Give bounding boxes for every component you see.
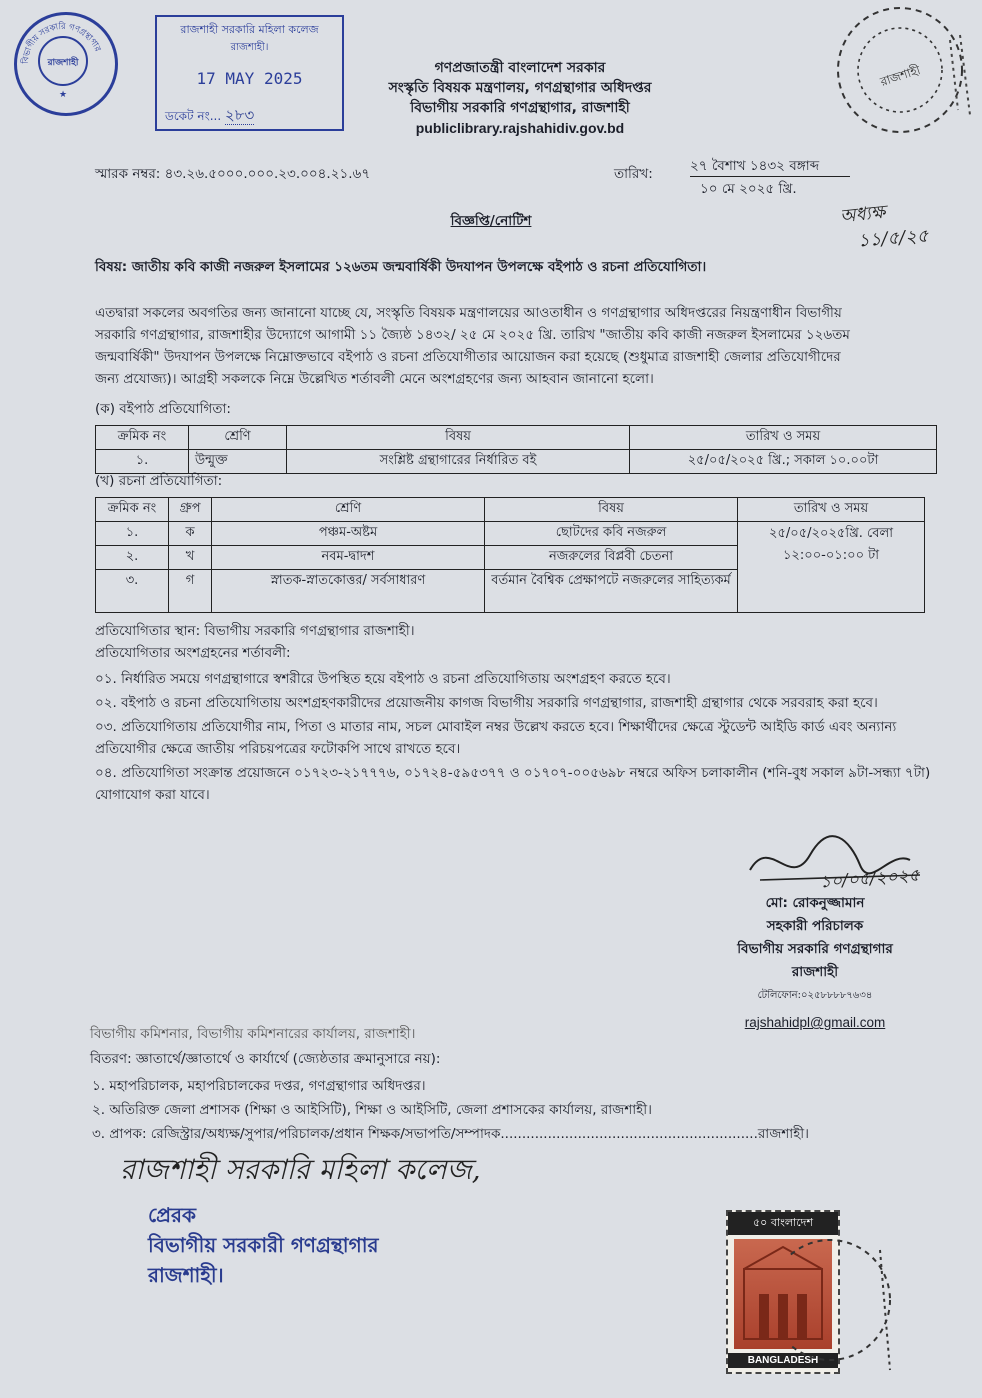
postmark-text: রাজশাহী <box>878 62 923 89</box>
header-line3: বিভাগীয় সরকারি গণগ্রন্থাগার, রাজশাহী <box>410 100 630 116</box>
seal-inner-text: রাজশাহী <box>47 58 79 68</box>
stamp-bottom-text: BANGLADESH <box>728 1353 838 1368</box>
table-cell: সংশ্লিষ্ট গ্রন্থাগারের নির্ধারিত বই <box>287 450 630 474</box>
table-cell: ক <box>169 522 212 546</box>
signatory-name: মো: রোকনুজ্জামান <box>765 895 865 911</box>
distribution-list <box>92 1074 912 1146</box>
table-cell: ২. <box>96 546 169 570</box>
memo-date-english: ১০ মে ২০২৫ খ্রি. <box>700 181 797 197</box>
conditions-title: প্রতিযোগিতার অংশগ্রহনের শর্তাবলী: <box>95 645 291 661</box>
table-header-cell: বিষয় <box>287 426 630 450</box>
table-cell: পঞ্চম-অষ্টম <box>212 522 485 546</box>
condition-item: ০৩. প্রতিযোগিতায় প্রতিযোগীর নাম, পিতা ও মাতার নাম, সচল মোবাইল নম্বর উল্লেখ করতে হবে। শিক্ষার্থীদের ক্ষেত্রে স্টুডেন্ট আইডি কার্ড এবং অন্যান্য প্রতিযোগীর ক্ষেত্রে জাতীয় পরিচয়পত্রের ফটোকপি সাথে রাখতে হবে। <box>95 719 897 757</box>
body-line: এতদ্বারা সকলের অবগতির জন্য জানানো যাচ্ছে যে, সংস্কৃতি বিষয়ক মন্ত্রণালয়ের আওতাধীন ও গণগ্রন্থাগার অধিদপ্তরের নিয়ন্ত্রণাধীন বিভাগীয় <box>95 305 842 321</box>
table-cell: ১. <box>96 450 189 474</box>
table-header-cell: শ্রেণি <box>212 498 485 522</box>
letterhead <box>350 58 690 138</box>
datetime-line2: ১২:০০-০১:০০ টা <box>782 548 880 563</box>
signatory-office: বিভাগীয় সরকারি গণগ্রন্থাগার <box>737 941 893 957</box>
table-cell: বর্তমান বৈশ্বিক প্রেক্ষাপটে নজরুলের সাহিত্যকর্ম <box>485 570 738 613</box>
table-cell: গ <box>169 570 212 613</box>
body-line: সরকারি গণগ্রন্থাগার, রাজশাহীর উদ্যোগে আগামী ১১ জ্যৈষ্ঠ ১৪৩২/ ২৫ মে ২০২৫ খ্রি. তারিখ "জাতীয় কবি কাজী নজরুল ইসলামের ১২৬তম <box>95 327 850 343</box>
sender-stamp <box>148 1200 379 1290</box>
datetime-line1: ২৫/০৫/২০২৫খ্রি. বেলা <box>769 526 893 541</box>
seal-star-icon: ★ <box>58 90 68 100</box>
postmark-top <box>800 0 980 150</box>
table-header-row <box>96 498 925 522</box>
table-cell: ৩. <box>96 570 169 613</box>
table-cell: ছোটদের কবি নজরুল <box>485 522 738 546</box>
table-cell: খ <box>169 546 212 570</box>
received-place: রাজশাহী। <box>230 42 269 53</box>
body-line: জন্য প্রযোজ্য)। আগ্রহী সকলকে নিম্নে উল্লেখিত শর্তাবলী মেনে অংশগ্রহণের জন্য আহবান জানানো হলো। <box>95 371 654 387</box>
handwritten-note-line1: অধ্যক্ষ <box>838 201 887 228</box>
section-ka-title: (ক) বইপাঠ প্রতিযোগিতা: <box>95 401 231 417</box>
table-row <box>96 522 925 546</box>
received-stamp <box>155 15 344 131</box>
condition-item: ০২. বইপাঠ ও রচনা প্রতিযোগিতায় অংশগ্রহণকারীদের প্রয়োজনীয় কাগজ বিভাগীয় সরকারি গণগ্রন্থাগার, রাজশাহী গ্রন্থাগার থেকে সরবরাহ করা হবে। <box>95 695 878 711</box>
received-college: রাজশাহী সরকারি মহিলা কলেজ <box>180 23 319 36</box>
docket-label: ডকেট নং... <box>165 109 222 123</box>
table-cell: উন্মুক্ত <box>189 450 287 474</box>
memo-date-bangla: ২৭ বৈশাখ ১৪৩২ বঙ্গাব্দ <box>690 157 850 177</box>
table-header-cell: ক্রমিক নং <box>96 498 169 522</box>
table-cell: স্নাতক-স্নাতকোত্তর/ সর্বসাধারণ <box>212 570 485 613</box>
header-line1: গণপ্রজাতন্ত্রী বাংলাদেশ সরকার <box>434 60 606 76</box>
table-header-cell: ক্রমিক নং <box>96 426 189 450</box>
sender-label: প্রেরক <box>148 1203 197 1227</box>
sender-city: রাজশাহী। <box>148 1263 224 1287</box>
signatory-designation: সহকারী পরিচালক <box>766 918 864 934</box>
section-ka-table <box>95 425 937 474</box>
memo-date-label: তারিখ: <box>614 166 653 182</box>
notice-title: বিজ্ঞপ্তি/নোটিশ <box>450 213 532 229</box>
distribution-item: ২. অতিরিক্ত জেলা প্রশাসক (শিক্ষা ও আইসিটি), শিক্ষা ও আইসিটি, জেলা প্রশাসকের কার্যালয়, রাজশাহী। <box>92 1102 652 1118</box>
header-website: publiclibrary.rajshahidiv.gov.bd <box>415 120 625 136</box>
table-cell-datetime <box>738 522 925 613</box>
signature-date: ১০/০৫/২০২৫ <box>819 865 921 893</box>
condition-item: ০১. নির্ধারিত সময়ে গণগ্রন্থাগারে স্বশরীরে উপস্থিত হয়ে বইপাঠ ও রচনা প্রতিযোগিতায় অংশগ্রহণ করতে হবে। <box>95 671 671 687</box>
table-header-cell: শ্রেণি <box>189 426 287 450</box>
commissioner-line: বিভাগীয় কমিশনার, বিভাগীয় কমিশনারের কার্যালয়, রাজশাহী। <box>90 1026 416 1042</box>
table-cell: ১. <box>96 522 169 546</box>
table-header-cell: তারিখ ও সময় <box>630 426 937 450</box>
table-cell: নজরুলের বিপ্লবী চেতনা <box>485 546 738 570</box>
body-paragraph <box>95 302 945 390</box>
stamp-top-text: ৫০ বাংলাদেশ <box>728 1212 838 1235</box>
venue-line: প্রতিযোগিতার স্থান: বিভাগীয় সরকারি গণগ্রন্থাগার রাজশাহী। <box>95 623 415 639</box>
condition-item: ০৪. প্রতিযোগিতা সংক্রান্ত প্রয়োজনে ০১৭২৩-২১৭৭৭৬, ০১৭২৪-৫৯৫৩৭৭ ও ০১৭০৭-০০৫৬৯৮ নম্বরে অফিস চলাকালীন (শনি-বুধ সকাল ৯টা-সন্ধ্যা ৭টা) যোগাযোগ করা যাবে। <box>95 765 931 803</box>
body-line: জন্মবার্ষিকী" উদযাপন উপলক্ষে নিম্নোক্তভাবে বইপাঠ ও রচনা প্রতিযোগীতার আয়োজন করা হয়েছে (শুধুমাত্র রাজশাহী জেলার প্রতিযোগীদের <box>95 349 841 365</box>
subject-line: বিষয়: জাতীয় কবি কাজী নজরুল ইসলামের ১২৬তম জন্মবার্ষিকী উদযাপন উপলক্ষে বইপাঠ ও রচনা প্রতিযোগিতা। <box>95 259 707 275</box>
postmark-bottom <box>790 1230 900 1384</box>
distribution-item: ৩. প্রাপক: রেজিস্ট্রার/অধ্যক্ষ/সুপার/পরিচালক/প্রধান শিক্ষক/সভাপতি/সম্পাদক............................................................রাজশাহী। <box>92 1126 809 1142</box>
header-line2: সংস্কৃতি বিষয়ক মন্ত্রণালয়, গণগ্রন্থাগার অধিদপ্তর <box>388 80 652 96</box>
seal-outer-text: বিভাগীয় সরকারি গণগ্রন্থাগার <box>20 21 103 65</box>
signatory-email: rajshahidpl@gmail.com <box>744 1015 886 1030</box>
distribution-item: ১. মহাপরিচালক, মহাপরিচালকের দপ্তর, গণগ্রন্থাগার অধিদপ্তর। <box>92 1078 426 1094</box>
table-header-cell: গ্রুপ <box>169 498 212 522</box>
section-kha-table <box>95 497 925 613</box>
table-cell: ২৫/০৫/২০২৫ খ্রি.; সকাল ১০.০০টা <box>630 450 937 474</box>
signatory-city: রাজশাহী <box>791 964 839 980</box>
office-round-seal <box>14 12 118 116</box>
table-header-cell: তারিখ ও সময় <box>738 498 925 522</box>
received-date: 17 MAY 2025 <box>196 69 303 88</box>
signatory-block <box>700 892 930 1034</box>
table-row <box>96 450 937 474</box>
distribution-title: বিতরণ: জ্ঞাতার্থে/জ্ঞাতার্থে ও কার্যার্থে (জ্যেষ্ঠতার ক্রমানুসারে নয়): <box>90 1051 441 1067</box>
handwritten-addressee: রাজশাহী সরকারি মহিলা কলেজ, <box>120 1153 481 1186</box>
table-header-cell: বিষয় <box>485 498 738 522</box>
memo-number: স্মারক নম্বর: ৪৩.২৬.৫০০০.০০০.২৩.০০৪.২১.৬৭ <box>95 166 371 182</box>
sender-office: বিভাগীয় সরকারী গণগ্রন্থাগার <box>148 1233 379 1257</box>
docket-number: ২৮৩ <box>225 106 255 124</box>
section-kha-title: (খ) রচনা প্রতিযোগিতা: <box>95 473 223 489</box>
handwritten-note-line2: ১১/৫/২৫ <box>857 225 930 252</box>
conditions-list <box>95 668 940 806</box>
table-header-row <box>96 426 937 450</box>
table-cell: নবম-দ্বাদশ <box>212 546 485 570</box>
signatory-phone: টেলিফোন:০২৫৮৮৮৮৭৬৩৪ <box>757 990 873 1001</box>
